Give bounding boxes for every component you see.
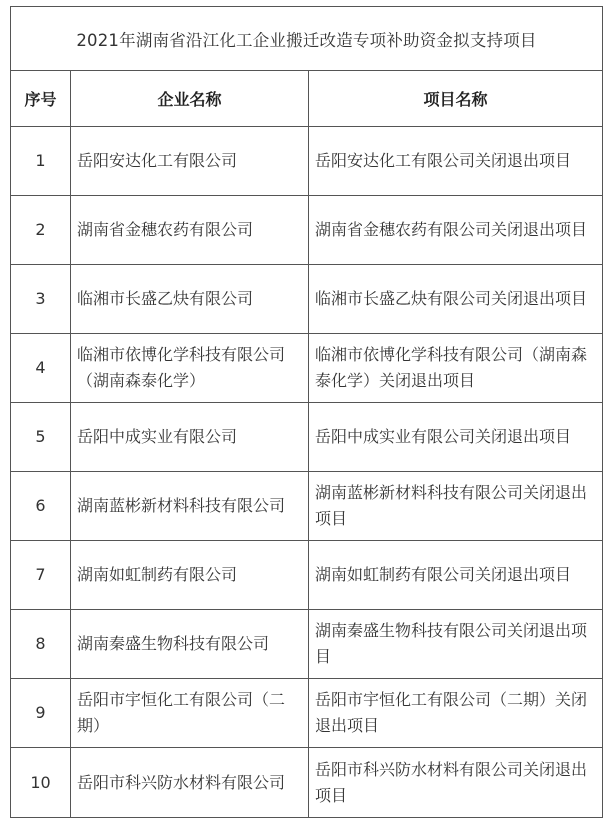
serial-number-cell: 6 [11,472,71,541]
project-name-cell: 岳阳安达化工有限公司关闭退出项目 [309,127,603,196]
company-name-cell: 湖南蓝彬新材料科技有限公司 [71,472,309,541]
table-row [11,196,603,265]
serial-number-cell: 2 [11,196,71,265]
table-row [11,679,603,748]
table-title: 2021年湖南省沿江化工企业搬迁改造专项补助资金拟支持项目 [11,7,603,71]
project-name-cell: 临湘市依博化学科技有限公司（湖南森泰化学）关闭退出项目 [309,334,603,403]
table-row [11,265,603,334]
project-name-cell: 临湘市长盛乙炔有限公司关闭退出项目 [309,265,603,334]
project-name-cell: 湖南蓝彬新材料科技有限公司关闭退出项目 [309,472,603,541]
serial-number-cell: 7 [11,541,71,610]
serial-number-cell: 10 [11,748,71,818]
header-company-name: 企业名称 [71,71,309,127]
table-row [11,541,603,610]
serial-number-cell: 1 [11,127,71,196]
table-row [11,403,603,472]
serial-number-cell: 8 [11,610,71,679]
project-name-cell: 湖南如虹制药有限公司关闭退出项目 [309,541,603,610]
table-row [11,127,603,196]
serial-number-cell: 5 [11,403,71,472]
table-row [11,610,603,679]
project-name-cell: 湖南秦盛生物科技有限公司关闭退出项目 [309,610,603,679]
header-serial-number: 序号 [11,71,71,127]
support-projects-table-container [10,6,602,814]
company-name-cell: 岳阳中成实业有限公司 [71,403,309,472]
company-name-cell: 岳阳安达化工有限公司 [71,127,309,196]
company-name-cell: 岳阳市科兴防水材料有限公司 [71,748,309,818]
table-row [11,748,603,818]
company-name-cell: 岳阳市宇恒化工有限公司（二期） [71,679,309,748]
header-project-name: 项目名称 [309,71,603,127]
project-name-cell: 岳阳市宇恒化工有限公司（二期）关闭退出项目 [309,679,603,748]
project-name-cell: 岳阳市科兴防水材料有限公司关闭退出项目 [309,748,603,818]
table-header-row [11,71,603,127]
serial-number-cell: 4 [11,334,71,403]
table-row [11,472,603,541]
table-title-row [11,7,603,71]
company-name-cell: 临湘市长盛乙炔有限公司 [71,265,309,334]
company-name-cell: 湖南省金穗农药有限公司 [71,196,309,265]
project-name-cell: 湖南省金穗农药有限公司关闭退出项目 [309,196,603,265]
serial-number-cell: 3 [11,265,71,334]
company-name-cell: 湖南如虹制药有限公司 [71,541,309,610]
company-name-cell: 临湘市依博化学科技有限公司（湖南森泰化学） [71,334,309,403]
support-projects-table [10,6,603,818]
serial-number-cell: 9 [11,679,71,748]
table-row [11,334,603,403]
company-name-cell: 湖南秦盛生物科技有限公司 [71,610,309,679]
project-name-cell: 岳阳中成实业有限公司关闭退出项目 [309,403,603,472]
